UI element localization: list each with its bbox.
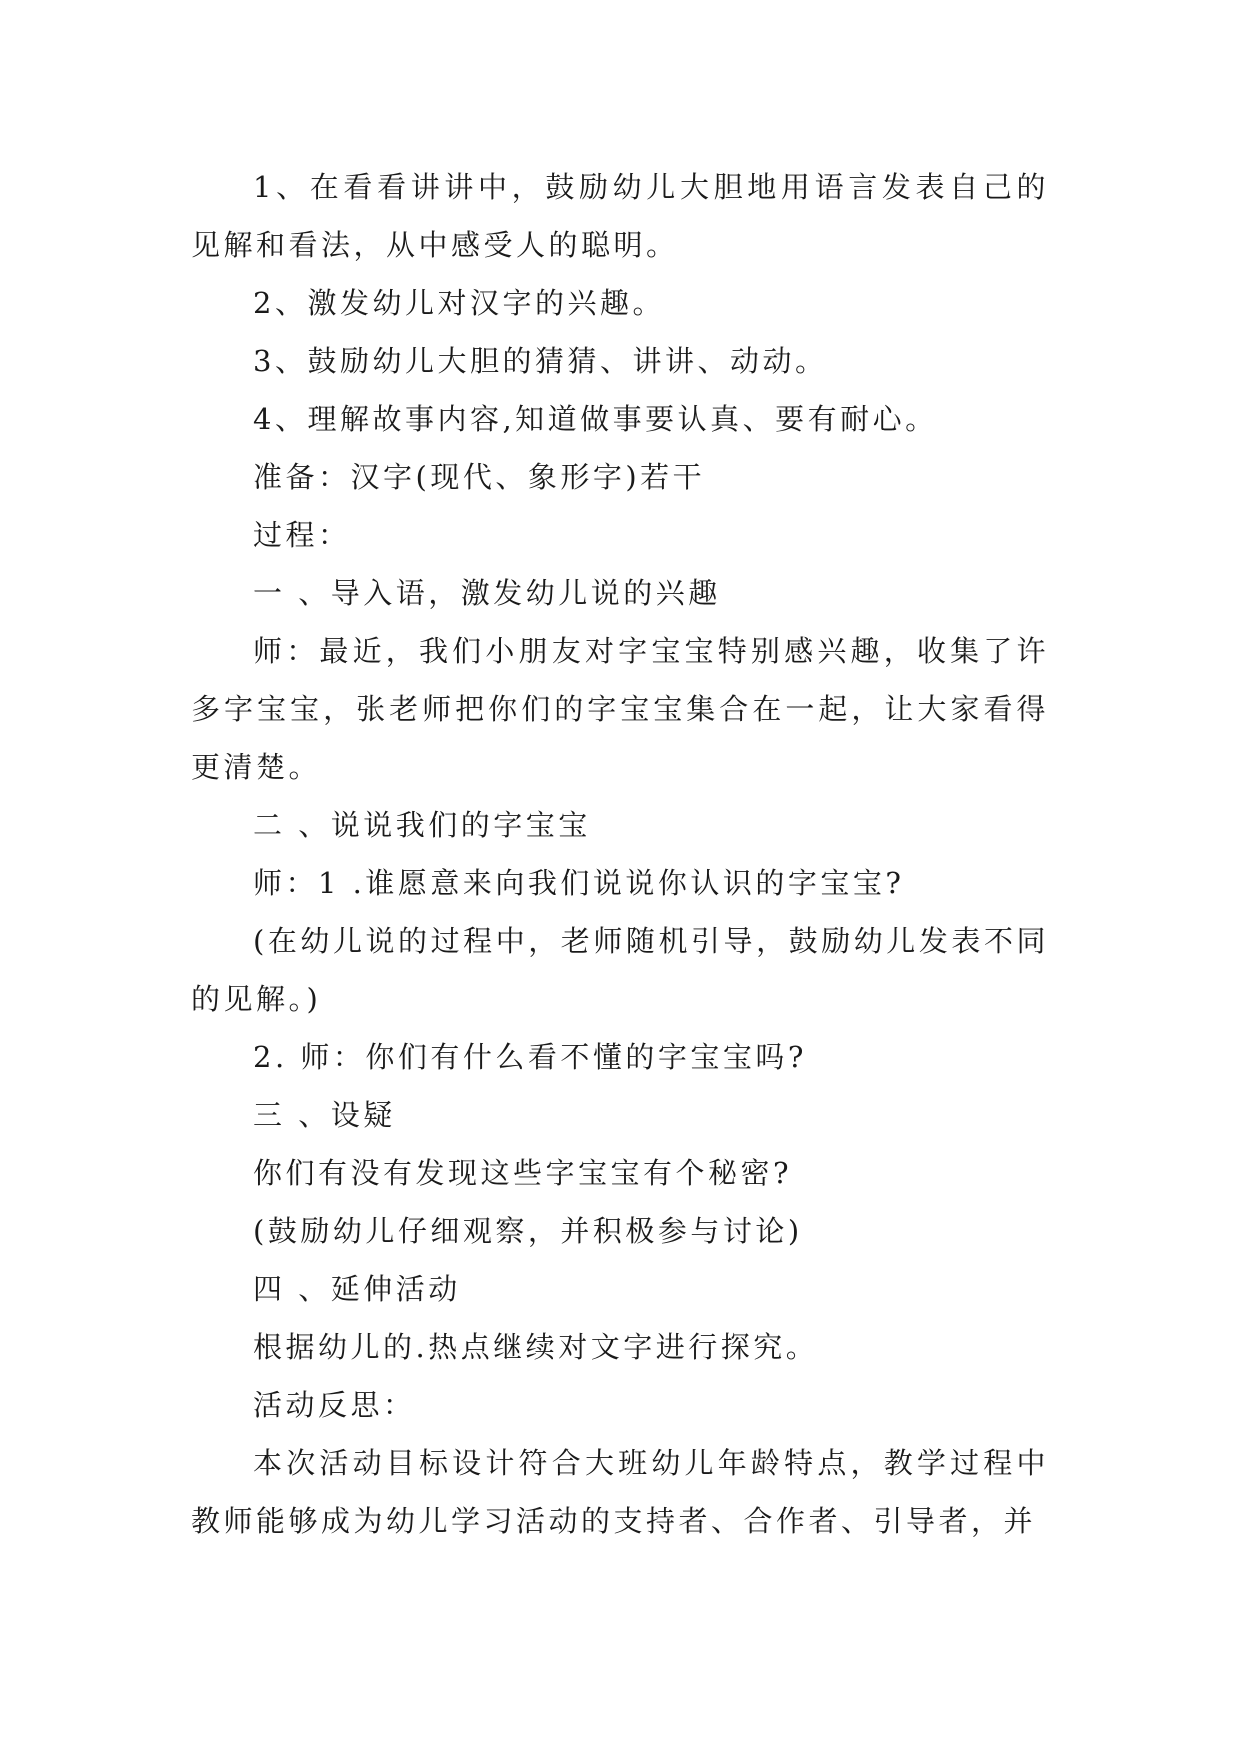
reflection-text: 本次活动目标设计符合大班幼儿年龄特点，教学过程中教师能够成为幼儿学习活动的支持者、合作者、引导者，并 [191,1446,1049,1538]
section-1-heading: 一 、导入语，激发幼儿说的兴趣 [253,576,721,610]
reflection-heading: 活动反思： [253,1388,416,1422]
section-2-heading: 二 、说说我们的字宝宝 [253,808,591,842]
section-4-text: 根据幼儿的.热点继续对文字进行探究。 [253,1330,819,1364]
section-3-question: 你们有没有发现这些字宝宝有个秘密? [253,1156,793,1190]
section-2-question-2: 2. 师：你们有什么看不懂的字宝宝吗? [253,1040,807,1074]
section-2-note: (在幼儿说的过程中，老师随机引导，鼓励幼儿发表不同的见解。) [191,924,1049,1016]
process-heading: 过程： [253,518,351,552]
goal-4: 4、理解故事内容,知道做事要认真、要有耐心。 [253,402,938,436]
document-body [191,158,1049,1550]
section-4-heading: 四 、延伸活动 [253,1272,461,1306]
section-2-question-1: 师：1 .谁愿意来向我们说说你认识的字宝宝? [253,866,905,900]
preparation: 准备：汉字(现代、象形字)若干 [253,460,706,494]
section-3-note: (鼓励幼儿仔细观察，并积极参与讨论) [253,1214,803,1248]
section-1-text: 师：最近，我们小朋友对字宝宝特别感兴趣，收集了许多字宝宝，张老师把你们的字宝宝集合在一起，让大家看得更清楚。 [191,634,1049,784]
section-3-heading: 三 、设疑 [253,1098,396,1132]
goal-2: 2、激发幼儿对汉字的兴趣。 [253,286,665,320]
goal-3: 3、鼓励幼儿大胆的猜猜、讲讲、动动。 [253,344,828,378]
goal-1: 1、在看看讲讲中，鼓励幼儿大胆地用语言发表自己的见解和看法，从中感受人的聪明。 [191,170,1049,262]
